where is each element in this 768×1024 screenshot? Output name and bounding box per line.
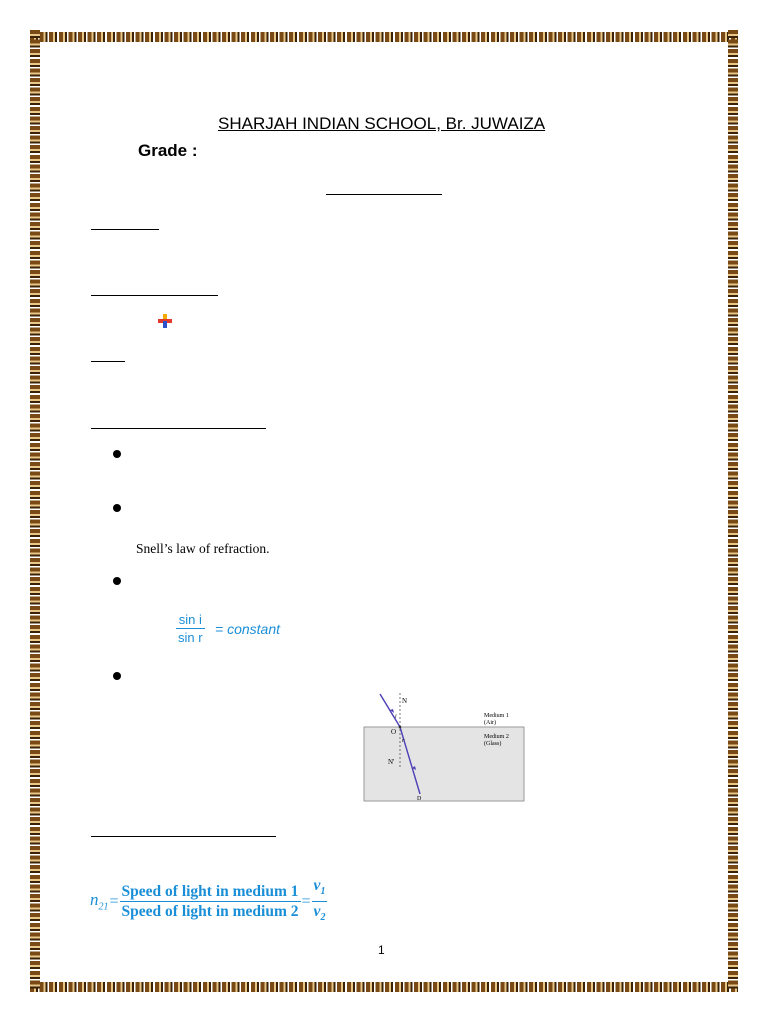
bullet-point [113,577,121,585]
speed-numerator: Speed of light in medium 1 [121,883,299,901]
label-o: O [391,728,397,736]
formula-numerator: sin i [176,611,205,629]
incidence-point [399,726,402,729]
speed-ratio [120,882,301,921]
formula-rhs: = constant [215,620,281,637]
label-d: D [417,796,422,802]
speed-denominator: Speed of light in medium 2 [121,903,299,921]
snell-law-text: Snell’s law of refraction. [136,541,270,556]
velocity-ratio [312,876,328,927]
equals-sign: = [301,892,311,910]
v2-term: $v_2$ [313,903,326,924]
label-medium2: Medium 2 [484,734,509,740]
school-title: SHARJAH INDIAN SCHOOL, Br. JUWAIZA [218,114,546,133]
bullet-point [113,504,121,512]
label-medium2-sub: (Glass) [484,741,502,747]
section-underline-3 [91,361,125,362]
label-angle-i: i [395,714,397,720]
label-n: N [402,697,408,705]
refractive-index-formula [90,876,327,927]
section-underline-5 [91,836,276,837]
v1-term: $v_1$ [312,876,328,902]
sine-ratio [176,611,205,646]
decorative-border-bottom [30,982,738,992]
grade-label: Grade : [138,141,198,160]
equals-sign: = [109,892,119,910]
refraction-diagram [360,690,530,804]
incident-ray [380,694,400,727]
heading-underline [326,194,442,195]
section-underline-4 [91,428,266,429]
decorative-border-left [30,30,40,990]
page-number: 1 [378,943,385,957]
label-n-prime: N' [388,758,395,766]
plus-icon [158,314,172,328]
decorative-border-right [728,30,738,990]
section-underline-1 [91,229,159,230]
snell-formula [176,611,280,646]
formula-denominator: sin r [178,630,203,645]
label-medium1-sub: (Air) [484,720,496,726]
section-underline-2 [91,295,218,296]
label-angle-r: r [402,738,405,744]
label-medium1: Medium 1 [484,713,509,719]
n21-symbol: $n_{21}$ [90,890,109,913]
bullet-point [113,672,121,680]
bullet-point [113,450,121,458]
decorative-border-top [30,32,738,42]
